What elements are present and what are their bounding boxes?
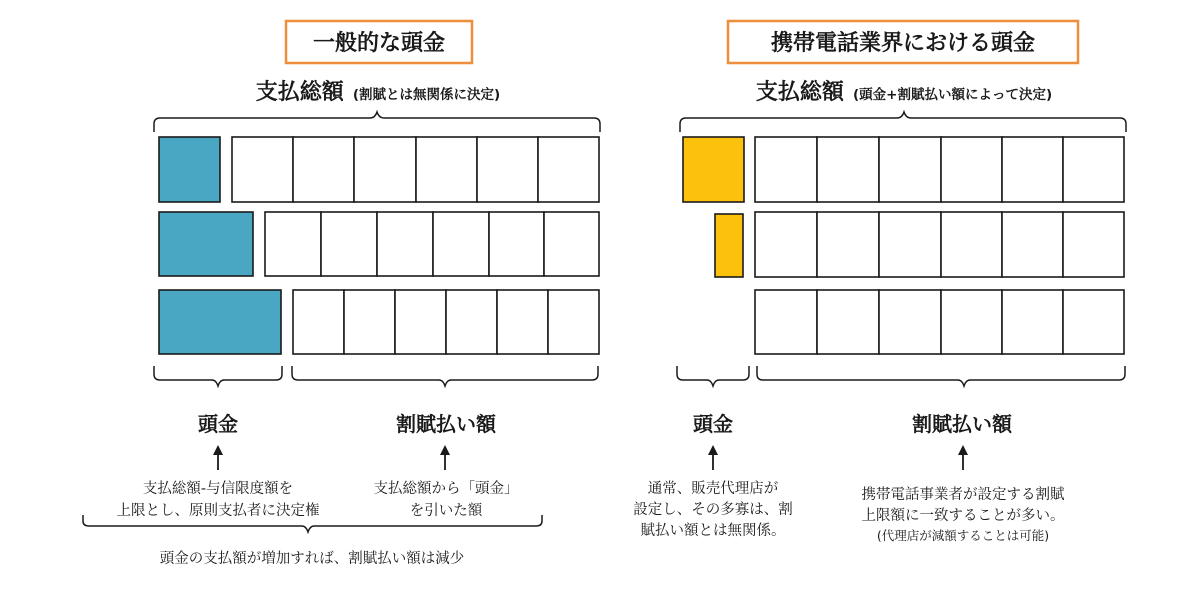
left-row2-cell <box>544 212 599 276</box>
left-row2-cell <box>265 212 321 276</box>
left-down-arrowhead <box>213 445 223 455</box>
right-row1-cell <box>941 137 1002 202</box>
right-row2-cell <box>1002 212 1063 277</box>
right-row3-cell <box>941 290 1002 354</box>
right-row1-cell <box>817 137 879 202</box>
right-row2-cell <box>1063 212 1124 277</box>
right-row3-cell <box>755 290 817 354</box>
left-row1-cell <box>293 137 354 202</box>
left-row1-cell <box>354 137 416 202</box>
right-row1-down-payment <box>683 137 744 202</box>
left-row3-cell <box>395 290 446 354</box>
left-installment-arrowhead <box>440 445 450 455</box>
right-total-heading <box>756 79 1052 105</box>
right-installment-arrowhead <box>958 445 968 455</box>
left-row1-cell <box>538 137 599 202</box>
left-down-desc-line1: 支払総額-与信限度額を <box>142 481 294 497</box>
right-row3-cell <box>817 290 879 354</box>
left-row1-cell <box>416 137 477 202</box>
left-down-label: 頭金 <box>198 412 238 436</box>
right-row2-cell <box>941 212 1002 277</box>
right-row2-cell <box>879 212 941 277</box>
left-row2-down-payment <box>159 212 253 276</box>
left-total-sub: (割賦とは無関係に決定) <box>352 87 501 103</box>
left-installment-brace <box>292 366 598 386</box>
right-row3-cell <box>1002 290 1063 354</box>
right-row1-cell <box>755 137 817 202</box>
left-total-main: 支払総額 <box>255 80 344 105</box>
left-row3-cell <box>293 290 344 354</box>
right-total-brace <box>680 112 1126 132</box>
left-down-brace <box>154 366 282 386</box>
right-row3-cell <box>1063 290 1124 354</box>
right-panel <box>633 21 1126 543</box>
left-down-desc-line2: 上限とし、原則支払者に決定権 <box>116 503 320 519</box>
left-row1-down-payment <box>159 137 220 202</box>
left-installment-label: 割賦払い額 <box>396 412 496 436</box>
left-bottom-note: 頭金の支払額が増加すれば、割賦払い額は減少 <box>159 551 465 567</box>
right-total-sub: (頭金+割賦払い額によって決定) <box>852 87 1053 103</box>
left-panel <box>83 21 600 567</box>
right-down-label: 頭金 <box>693 412 733 436</box>
left-row1-cell <box>477 137 538 202</box>
left-row2-cell <box>433 212 489 276</box>
left-total-brace <box>154 112 600 132</box>
right-row2-cell <box>755 212 817 277</box>
right-installment-desc-line3: (代理店が減額することは可能) <box>876 528 1050 543</box>
right-down-desc-line3: 賦払い額とは無関係。 <box>640 523 786 539</box>
left-installment-desc-line2: を引いた額 <box>409 503 483 519</box>
left-row2-cell <box>321 212 377 276</box>
left-row3-cell <box>497 290 548 354</box>
right-down-desc-line2: 設定し、その多寡は、割 <box>633 502 793 518</box>
right-title: 携帯電話業界における頭金 <box>770 31 1036 56</box>
left-row3-cell <box>344 290 395 354</box>
right-installment-label: 割賦払い額 <box>912 412 1012 436</box>
right-down-arrowhead <box>708 445 718 455</box>
right-installment-brace <box>757 366 1125 386</box>
left-row3-cell <box>446 290 497 354</box>
left-row3-down-payment <box>159 290 281 354</box>
right-row1-cell <box>1063 137 1124 202</box>
left-row2-cell <box>489 212 544 276</box>
right-installment-desc-line2: 上限額に一致することが多い。 <box>861 508 1065 524</box>
right-row2-down-payment <box>715 214 743 277</box>
left-row3-cell <box>548 290 599 354</box>
right-down-desc-line1: 通常、販売代理店が <box>647 481 779 497</box>
right-row3-cell <box>879 290 941 354</box>
right-installment-desc-line1: 携帯電話事業者が設定する割賦 <box>861 487 1065 503</box>
right-row1-cell <box>879 137 941 202</box>
right-row1-cell <box>1002 137 1063 202</box>
right-total-main: 支払総額 <box>755 80 844 105</box>
left-row2-cell <box>377 212 433 276</box>
left-title: 一般的な頭金 <box>312 31 446 56</box>
left-total-heading <box>256 79 500 105</box>
left-row1-cell <box>232 137 293 202</box>
right-down-brace <box>677 366 749 386</box>
right-row2-cell <box>817 212 879 277</box>
left-installment-desc-line1: 支払総額から「頭金」 <box>373 481 519 497</box>
